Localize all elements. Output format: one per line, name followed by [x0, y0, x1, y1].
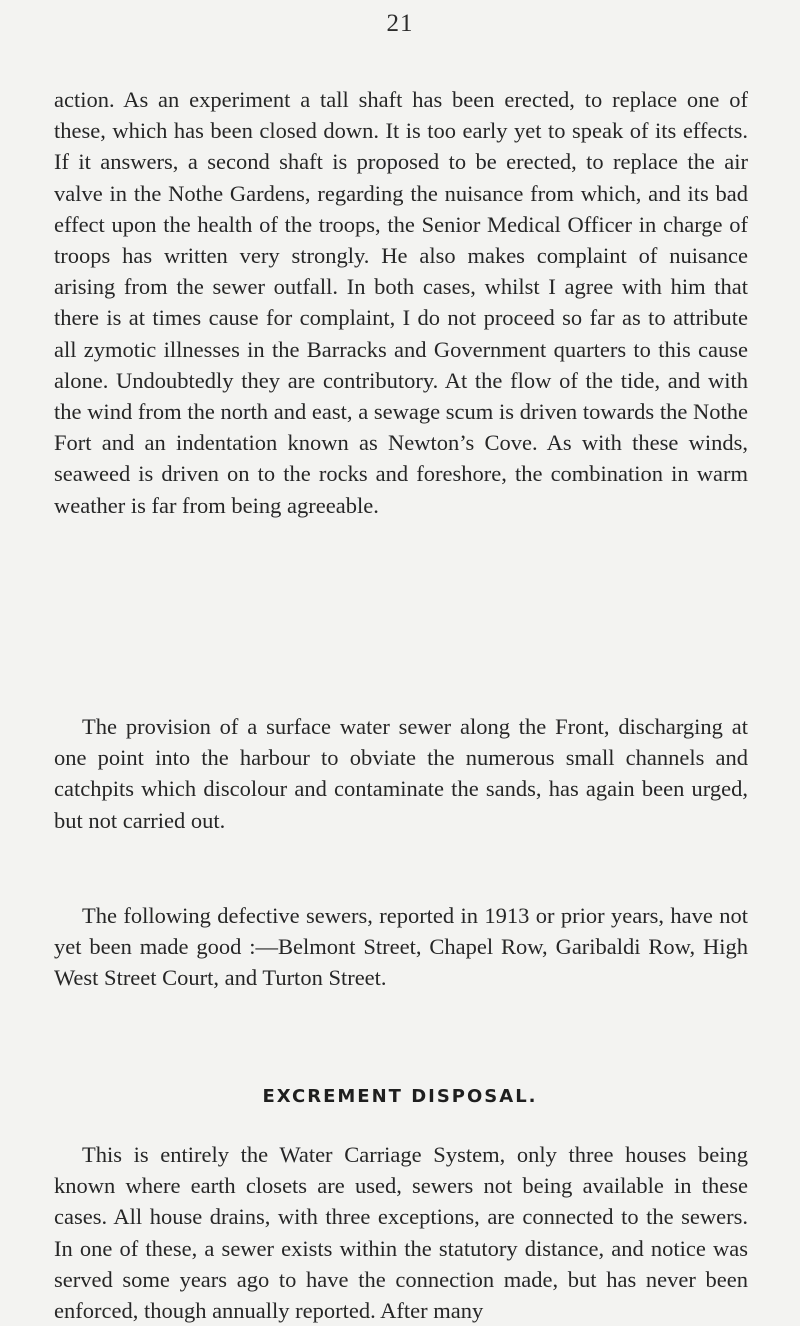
paragraph-defective-sewers: The following defective sewers, reported in 1913 or prior years, have not yet been made good :—Belmont Street, Chapel Row, Garibaldi Row, High West Street Court, and Turton Street.: [54, 903, 748, 991]
paragraph-sewer-ventilation: action. As an experiment a tall shaft has been erected, to replace one of these, which has been closed down. It is too early yet to speak of its effects. If it answers, a second shaft is proposed to be erected, to replace the air valve in the Nothe Gardens, regarding the nuisance from which, and its bad effect upon the health of the troops, the Senior Medical Officer in charge of troops has written very strongly. He also makes complaint of nuisance arising from the sewer outfall. In both cases, whilst I agree with him that there is at times cause for complaint, I do not proceed so far as to attribute all zymotic illnesses in the Barracks and Government quarters to this cause alone. Undoubtedly they are contributory. At the flow of the tide, and with the wind from the north and east, a sewage scum is driven towards the Nothe Fort and an indentation known as Newton’s Cove. As with these winds, seaweed is driven on to the rocks and foreshore, the combination in warm weather is far from being agreeable.: [54, 87, 748, 518]
page-number: 21: [386, 10, 414, 37]
section-heading-excrement-disposal: EXCREMENT DISPOSAL.: [262, 1086, 538, 1107]
paragraph-water-carriage-system: This is entirely the Water Carriage System, only three houses being known where earth closets are used, sewers not being available in these cases. All house drains, with three exceptions, are connected to the sewers. In one of these, a sewer exists within the statutory distance, and notice was served some years ago to have the connection made, but has never been enforced, though annually reported. After many: [54, 1142, 748, 1324]
paragraph-surface-water-sewer: The provision of a surface water sewer along the Front, discharging at one point into the harbour to obviate the numerous small channels and catchpits which discolour and contaminate the sands, has again been urged, but not carried out.: [54, 714, 748, 833]
